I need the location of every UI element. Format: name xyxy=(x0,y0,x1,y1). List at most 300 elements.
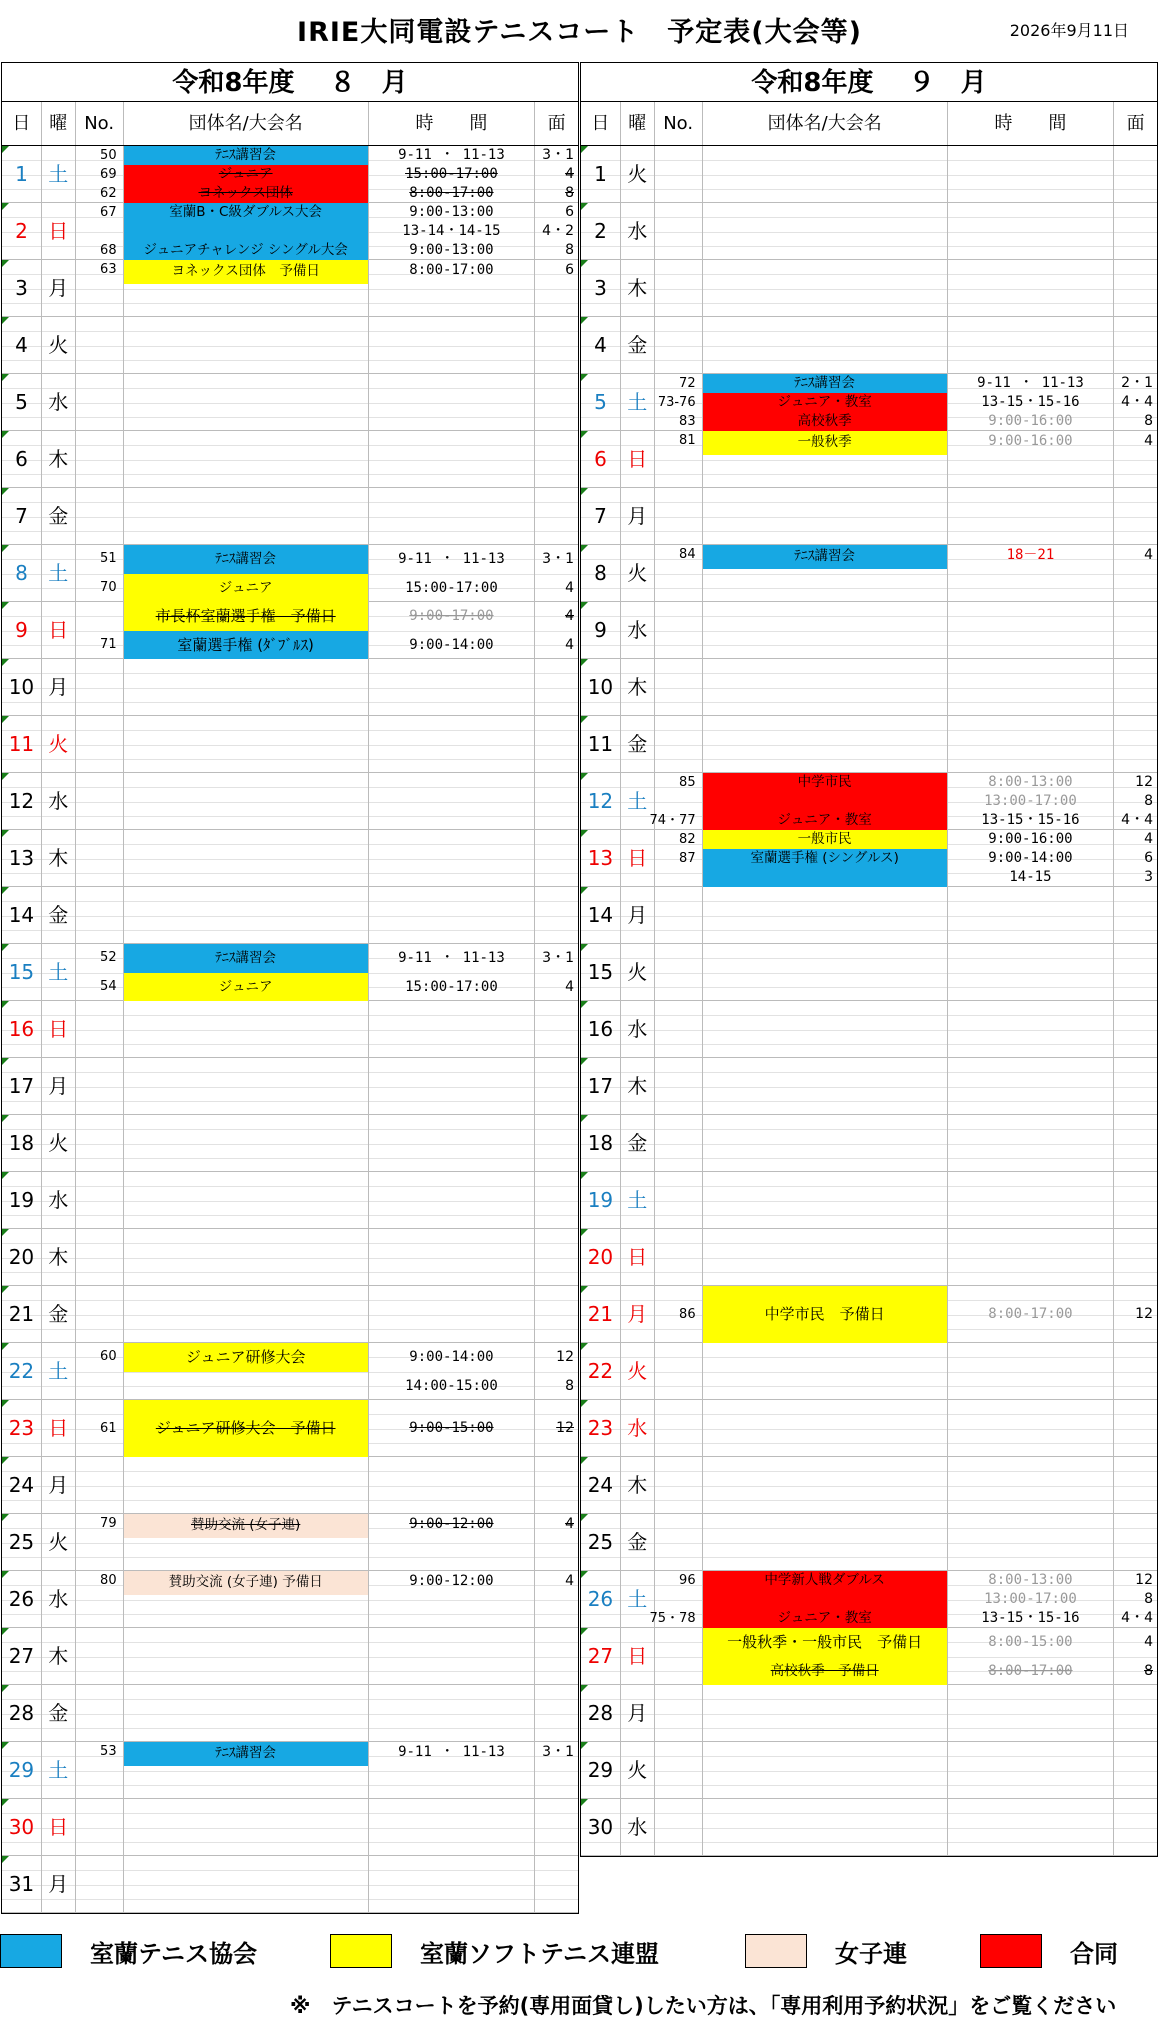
event-time: 13-15・15-16 xyxy=(981,394,1080,410)
event-name: 室蘭B・C級ダブルス大会 xyxy=(124,203,368,222)
august-heading: 令和8年度 ８ 月 xyxy=(1,62,579,102)
event-time: 9:00-14:00 xyxy=(409,636,494,653)
event-name-cell xyxy=(124,1115,369,1171)
day-of-week: 金 xyxy=(621,716,655,772)
legend-item xyxy=(745,1933,907,1969)
no-cell xyxy=(76,203,124,259)
event-courts: 4 xyxy=(565,1573,574,1589)
day-of-week: 木 xyxy=(621,1457,655,1513)
column-header-cell: 面 xyxy=(1126,113,1145,134)
time-cell xyxy=(369,317,535,373)
event-time: 9-11 ・ 11-13 xyxy=(398,147,505,163)
day-number: 11 xyxy=(2,716,42,772)
september-column-header xyxy=(580,102,1158,146)
event-number: 54 xyxy=(100,978,117,994)
day-number: 25 xyxy=(581,1514,621,1570)
event-name: 中学新人戦ダブルス xyxy=(703,1571,947,1590)
no-cell xyxy=(655,203,703,259)
day-of-week: 土 xyxy=(42,146,76,202)
event-name: ジュニアチャレンジ シングル大会 xyxy=(124,241,368,260)
event-time: 9:00-12:00 xyxy=(409,1573,494,1589)
courts-cell xyxy=(535,659,578,715)
event-name xyxy=(124,222,368,241)
event-name-cell xyxy=(703,1514,948,1570)
event-number: 85 xyxy=(679,775,696,790)
event-name-cell xyxy=(703,1628,948,1684)
day-row xyxy=(2,1571,578,1628)
event-time: 9:00-12:00 xyxy=(409,1516,494,1532)
courts-cell xyxy=(1114,659,1157,715)
no-cell xyxy=(655,260,703,316)
event-name-cell xyxy=(703,716,948,772)
courts-cell xyxy=(535,317,578,373)
event-courts: 8 xyxy=(1144,1662,1153,1679)
day-row xyxy=(581,659,1157,716)
event-number: 70 xyxy=(100,579,117,595)
day-number: 20 xyxy=(581,1229,621,1285)
courts-cell xyxy=(1114,716,1157,772)
time-cell xyxy=(369,488,535,544)
event-courts: 3・1 xyxy=(542,950,574,966)
day-of-week: 日 xyxy=(621,1229,655,1285)
day-of-week: 木 xyxy=(621,260,655,316)
courts-cell xyxy=(1114,1115,1157,1171)
event-number: 96 xyxy=(679,1573,696,1588)
event-courts: 12 xyxy=(1135,1572,1153,1588)
event-time: 14-15 xyxy=(1009,869,1052,885)
day-number: 24 xyxy=(2,1457,42,1513)
time-cell xyxy=(369,716,535,772)
day-number: 4 xyxy=(2,317,42,373)
event-name-cell xyxy=(124,431,369,487)
event-courts: 4 xyxy=(565,608,574,624)
courts-cell xyxy=(1114,602,1157,658)
no-cell xyxy=(655,545,703,601)
day-row xyxy=(581,1400,1157,1457)
courts-cell xyxy=(535,1115,578,1171)
day-of-week: 水 xyxy=(621,1799,655,1855)
column-header-cell: 日 xyxy=(2,102,42,145)
no-cell xyxy=(76,1172,124,1228)
day-row xyxy=(2,203,578,260)
day-number: 23 xyxy=(2,1400,42,1456)
no-cell xyxy=(76,716,124,772)
day-row xyxy=(581,716,1157,773)
no-cell xyxy=(655,1058,703,1114)
day-row xyxy=(2,1514,578,1571)
event-name: 高校秋季 予備日 xyxy=(703,1657,947,1686)
time-cell xyxy=(948,317,1114,373)
event-number: 79 xyxy=(100,1516,117,1531)
legend-swatch-yellow xyxy=(330,1934,392,1968)
day-of-week: 火 xyxy=(621,1343,655,1399)
day-row xyxy=(2,1457,578,1514)
event-time: 15:00-17:00 xyxy=(405,166,498,182)
event-courts: 4 xyxy=(565,1516,574,1532)
event-name-cell xyxy=(124,374,369,430)
time-cell xyxy=(369,1058,535,1114)
event-name-cell xyxy=(703,1799,948,1855)
event-time: 14:00-15:00 xyxy=(405,1377,498,1394)
event-name-cell xyxy=(703,317,948,373)
day-row xyxy=(2,1058,578,1115)
courts-cell xyxy=(535,1001,578,1057)
day-of-week: 土 xyxy=(42,545,76,601)
courts-cell xyxy=(1114,830,1157,886)
event-name-cell xyxy=(124,1058,369,1114)
no-cell xyxy=(655,1799,703,1855)
event-courts: 6 xyxy=(565,204,574,220)
courts-cell xyxy=(535,146,578,202)
event-number: 80 xyxy=(100,1573,117,1588)
day-row xyxy=(2,944,578,1001)
day-row xyxy=(581,602,1157,659)
courts-cell xyxy=(1114,1172,1157,1228)
time-cell xyxy=(948,1286,1114,1342)
no-cell xyxy=(655,1229,703,1285)
event-name-cell xyxy=(124,1742,369,1798)
no-cell xyxy=(76,830,124,886)
day-row xyxy=(581,488,1157,545)
event-courts: 4 xyxy=(1144,433,1153,449)
no-cell xyxy=(76,602,124,658)
event-name-cell xyxy=(703,1685,948,1741)
day-number: 7 xyxy=(2,488,42,544)
event-time: 18－21 xyxy=(1006,547,1055,563)
column-header-cell: 団体名/大会名 xyxy=(703,102,948,145)
day-number: 14 xyxy=(581,887,621,943)
no-cell xyxy=(76,1742,124,1798)
no-cell xyxy=(76,944,124,1000)
event-courts: 8 xyxy=(1144,413,1153,429)
day-number: 8 xyxy=(2,545,42,601)
day-number: 13 xyxy=(581,830,621,886)
courts-cell xyxy=(535,716,578,772)
event-number: 61 xyxy=(100,1421,117,1436)
time-cell xyxy=(369,773,535,829)
event-time: 9-11 ・ 11-13 xyxy=(398,950,505,966)
event-courts: 8 xyxy=(565,1377,574,1394)
time-cell xyxy=(948,773,1114,829)
day-row xyxy=(581,431,1157,488)
event-courts: 8 xyxy=(565,185,574,201)
event-number: 69 xyxy=(100,167,117,182)
day-of-week: 木 xyxy=(621,659,655,715)
event-name-cell xyxy=(124,260,369,316)
event-courts: 8 xyxy=(1144,793,1153,809)
time-cell xyxy=(948,203,1114,259)
event-name xyxy=(703,792,947,811)
time-cell xyxy=(948,659,1114,715)
event-name-cell xyxy=(703,260,948,316)
day-number: 2 xyxy=(2,203,42,259)
day-number: 18 xyxy=(581,1115,621,1171)
column-header-cell: 団体名/大会名 xyxy=(124,102,369,145)
day-row xyxy=(581,1571,1157,1628)
event-courts: 3・1 xyxy=(542,147,574,163)
no-cell xyxy=(655,317,703,373)
day-number: 22 xyxy=(581,1343,621,1399)
no-cell xyxy=(655,1400,703,1456)
day-number: 4 xyxy=(581,317,621,373)
event-name: ﾃﾆｽ講習会 xyxy=(124,944,368,973)
time-cell xyxy=(369,1799,535,1855)
courts-cell xyxy=(535,1457,578,1513)
no-cell xyxy=(76,773,124,829)
no-cell xyxy=(649,1571,703,1627)
event-time: 9:00-15:00 xyxy=(409,1420,494,1436)
event-number: 51 xyxy=(100,551,117,566)
day-number: 20 xyxy=(2,1229,42,1285)
day-number: 3 xyxy=(2,260,42,316)
event-name: ﾃﾆｽ講習会 xyxy=(124,545,368,574)
time-cell xyxy=(948,431,1114,487)
event-name-cell xyxy=(124,1229,369,1285)
day-number: 30 xyxy=(581,1799,621,1855)
day-of-week: 日 xyxy=(42,203,76,259)
courts-cell xyxy=(1114,1514,1157,1570)
event-name-cell xyxy=(124,773,369,829)
time-cell xyxy=(948,1457,1114,1513)
courts-cell xyxy=(1114,374,1157,430)
day-number: 11 xyxy=(581,716,621,772)
event-number: 72 xyxy=(679,376,696,391)
event-name: ﾃﾆｽ講習会 xyxy=(703,545,947,569)
courts-cell xyxy=(1114,431,1157,487)
day-row xyxy=(581,1628,1157,1685)
event-courts: 12 xyxy=(1135,774,1153,790)
event-time: 9:00-14:00 xyxy=(409,1349,494,1365)
courts-cell xyxy=(535,1400,578,1456)
time-cell xyxy=(369,1115,535,1171)
day-row xyxy=(2,1685,578,1742)
day-row xyxy=(581,545,1157,602)
no-cell xyxy=(76,488,124,544)
event-courts: 3・1 xyxy=(542,1744,574,1760)
no-cell xyxy=(655,1001,703,1057)
courts-cell xyxy=(1114,1799,1157,1855)
legend-swatch-red xyxy=(980,1934,1042,1968)
event-name-cell xyxy=(124,317,369,373)
day-row xyxy=(2,830,578,887)
day-of-week: 木 xyxy=(42,830,76,886)
event-time: 9:00-14:00 xyxy=(988,850,1073,866)
day-of-week: 土 xyxy=(621,1571,655,1627)
event-time: 15:00-17:00 xyxy=(405,978,498,995)
event-time: 9:00-16:00 xyxy=(988,433,1073,449)
day-number: 23 xyxy=(581,1400,621,1456)
day-row xyxy=(581,1286,1157,1343)
day-of-week: 日 xyxy=(621,431,655,487)
event-name: 中学市民 xyxy=(703,773,947,792)
day-number: 29 xyxy=(2,1742,42,1798)
no-cell xyxy=(76,1457,124,1513)
day-row xyxy=(581,887,1157,944)
event-number: 81 xyxy=(679,433,696,448)
time-cell xyxy=(369,1628,535,1684)
time-cell xyxy=(369,830,535,886)
event-name-cell xyxy=(703,1286,948,1342)
event-number: 82 xyxy=(679,832,696,847)
no-cell xyxy=(76,431,124,487)
day-row xyxy=(2,1343,578,1400)
event-name-cell xyxy=(124,602,369,658)
day-number: 7 xyxy=(581,488,621,544)
day-of-week: 月 xyxy=(42,260,76,316)
day-of-week: 土 xyxy=(621,773,655,829)
time-cell xyxy=(369,1685,535,1741)
event-number: 68 xyxy=(100,243,117,258)
day-number: 17 xyxy=(581,1058,621,1114)
day-of-week: 日 xyxy=(42,1799,76,1855)
event-time: 13:00-17:00 xyxy=(984,1591,1077,1607)
no-cell xyxy=(76,1628,124,1684)
event-name: ジュニア・教室 xyxy=(703,1609,947,1628)
time-cell xyxy=(369,887,535,943)
day-of-week: 火 xyxy=(42,1514,76,1570)
courts-cell xyxy=(535,1343,578,1399)
day-of-week: 水 xyxy=(621,602,655,658)
event-time: 8:00-17:00 xyxy=(409,185,494,201)
event-name-cell xyxy=(703,545,948,601)
no-cell xyxy=(76,1400,124,1456)
day-number: 26 xyxy=(2,1571,42,1627)
courts-cell xyxy=(535,1856,578,1912)
courts-cell xyxy=(535,1742,578,1798)
event-number: 67 xyxy=(100,205,117,220)
day-row xyxy=(2,1286,578,1343)
day-of-week: 土 xyxy=(42,1343,76,1399)
day-number: 30 xyxy=(2,1799,42,1855)
event-time: 13-15・15-16 xyxy=(981,812,1080,828)
no-cell xyxy=(76,260,124,316)
day-number: 24 xyxy=(581,1457,621,1513)
courts-cell xyxy=(535,1685,578,1741)
legend-label: 合同 xyxy=(1070,1939,1118,1968)
event-name-cell xyxy=(703,773,948,829)
day-row xyxy=(581,203,1157,260)
time-cell xyxy=(948,716,1114,772)
event-name-cell xyxy=(703,488,948,544)
no-cell xyxy=(655,659,703,715)
day-number: 2 xyxy=(581,203,621,259)
event-name xyxy=(703,868,947,887)
event-name: 高校秋季 xyxy=(703,412,947,431)
no-cell xyxy=(76,545,124,601)
day-of-week: 火 xyxy=(42,716,76,772)
event-name-cell xyxy=(703,659,948,715)
time-cell xyxy=(948,944,1114,1000)
day-row xyxy=(581,1058,1157,1115)
day-number: 19 xyxy=(581,1172,621,1228)
event-name-cell xyxy=(703,1400,948,1456)
time-cell xyxy=(369,545,535,601)
time-cell xyxy=(369,602,535,658)
day-number: 15 xyxy=(581,944,621,1000)
legend xyxy=(0,1933,1159,1973)
no-cell xyxy=(655,1514,703,1570)
event-name: 市長杯室蘭選手権 予備日 xyxy=(124,602,368,631)
day-row xyxy=(581,944,1157,1001)
day-row xyxy=(2,488,578,545)
event-name: ジュニア研修大会 予備日 xyxy=(124,1400,368,1457)
legend-label: 室蘭ソフトテニス連盟 xyxy=(420,1939,660,1968)
courts-cell xyxy=(1114,773,1157,829)
day-of-week: 日 xyxy=(621,830,655,886)
event-name-cell xyxy=(703,830,948,886)
day-row xyxy=(2,1115,578,1172)
legend-swatch-blue xyxy=(0,1934,62,1968)
event-courts: 4・4 xyxy=(1121,394,1153,410)
event-courts: 4 xyxy=(1144,547,1153,563)
courts-cell xyxy=(535,602,578,658)
courts-cell xyxy=(535,1571,578,1627)
day-of-week: 土 xyxy=(42,944,76,1000)
time-cell xyxy=(369,1172,535,1228)
event-name: 室蘭選手権 (ﾀﾞﾌﾞﾙｽ) xyxy=(124,631,368,660)
day-of-week: 金 xyxy=(42,488,76,544)
column-header-cell: No. xyxy=(76,102,124,145)
day-number: 16 xyxy=(2,1001,42,1057)
event-name-cell xyxy=(124,1628,369,1684)
day-number: 13 xyxy=(2,830,42,886)
august-table xyxy=(1,0,579,2020)
legend-item xyxy=(330,1933,659,1969)
day-row xyxy=(581,374,1157,431)
day-of-week: 木 xyxy=(621,1058,655,1114)
column-header-cell: 面 xyxy=(547,113,566,134)
day-number: 15 xyxy=(2,944,42,1000)
event-time: 8:00-13:00 xyxy=(988,1572,1073,1588)
event-name-cell xyxy=(124,1571,369,1627)
day-of-week: 木 xyxy=(42,1229,76,1285)
event-name: 賛助交流 (女子連) 予備日 xyxy=(124,1571,368,1595)
event-name: ﾃﾆｽ講習会 xyxy=(703,374,947,393)
day-of-week: 土 xyxy=(42,1742,76,1798)
courts-cell xyxy=(535,944,578,1000)
day-number: 21 xyxy=(581,1286,621,1342)
no-cell xyxy=(655,431,703,487)
day-of-week: 水 xyxy=(621,203,655,259)
event-number: 62 xyxy=(100,186,117,201)
courts-cell xyxy=(1114,1343,1157,1399)
time-cell xyxy=(948,1001,1114,1057)
event-time: 8:00-17:00 xyxy=(988,1662,1073,1679)
no-cell xyxy=(655,1172,703,1228)
courts-cell xyxy=(1114,1628,1157,1684)
event-time: 9:00-17:00 xyxy=(409,608,494,624)
day-of-week: 月 xyxy=(42,1856,76,1912)
day-row xyxy=(581,1799,1157,1856)
event-name: 賛助交流 (女子連) xyxy=(124,1514,368,1538)
courts-cell xyxy=(535,374,578,430)
courts-cell xyxy=(535,887,578,943)
time-cell xyxy=(948,1172,1114,1228)
day-number: 8 xyxy=(581,545,621,601)
time-cell xyxy=(948,1343,1114,1399)
event-courts: 4 xyxy=(1144,1634,1153,1650)
courts-cell xyxy=(1114,146,1157,202)
courts-cell xyxy=(1114,260,1157,316)
day-of-week: 火 xyxy=(621,545,655,601)
no-cell xyxy=(76,1286,124,1342)
event-name: ジュニア研修大会 xyxy=(124,1343,368,1372)
day-number: 27 xyxy=(581,1628,621,1684)
day-row xyxy=(581,773,1157,830)
courts-cell xyxy=(535,1286,578,1342)
no-cell xyxy=(655,1685,703,1741)
day-of-week: 金 xyxy=(621,1115,655,1171)
